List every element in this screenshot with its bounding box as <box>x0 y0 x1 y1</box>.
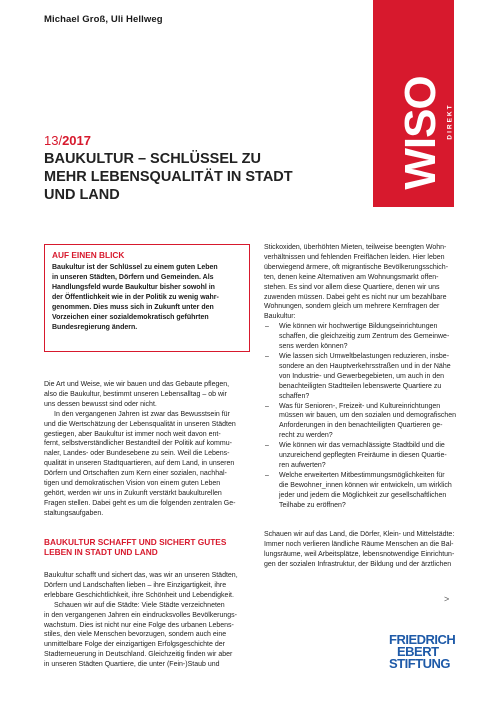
text-line: Die Art und Weise, wie wir bauen und das Gebaute pflegen, <box>44 381 230 388</box>
text-line: gehört, werden wir uns in Zukunft verstärkt baukulturellen <box>44 489 222 497</box>
title-line: UND LAND <box>44 187 120 203</box>
continue-arrow-icon: > <box>444 594 450 604</box>
summary-line: Baukultur ist der Schlüssel zu einem guten Leben <box>52 264 218 271</box>
text-line: verhältnissen und fehlenden Freiflächen leiden. Hier leben <box>264 253 445 261</box>
text-line: Stickoxiden, überhöhten Mieten, teilweise beengten Wohn- <box>264 244 447 251</box>
text-line: Wohnungen, sondern gleich um mehrere Kernfragen der <box>264 303 440 311</box>
text-line: gen der sozialen Infrastruktur, der Bildung und der ärztlichen <box>264 560 452 568</box>
text-line: jeder und jedem die Möglichkeit zur gesellschaftlichen <box>279 491 447 499</box>
text-line: lungsräume, weil Arbeitsplätze, lebensnotwendige Einrichtun- <box>264 550 455 558</box>
text-line: uns dessen bewusst sind oder nicht. <box>44 400 157 408</box>
logo-line: EBERT <box>397 644 439 659</box>
text-line: staltungsaufgaben. <box>44 509 104 517</box>
text-line: die Bewohner_innen können wir entwickeln, um wirklich <box>279 481 452 489</box>
text-line: also die Baukultur, bestimmt unseren Lebensalltag – ob wir <box>44 390 227 398</box>
text-line: In den vergangenen Jahren ist zwar das Bewusstsein für <box>54 410 230 418</box>
direkt-logo-text: DIREKT <box>446 103 454 140</box>
text-line: Schauen wir auf das Land, die Dörfer, Klein- und Mittelstädte: <box>264 531 455 538</box>
text-line: erlebbare Geschichtlichkeit, ihre Schönheit und Lebendigkeit. <box>44 591 234 599</box>
summary-line: genommen. Dies muss sich in Zukunft unter den <box>52 304 214 311</box>
list-item <box>264 441 478 471</box>
text-line: ren aufwerten? <box>279 461 326 469</box>
text-line: wachstum. Dies ist nicht nur eine Folge des urbanen Lebens- <box>44 621 234 629</box>
list-item <box>264 402 478 442</box>
text-line: Immer noch verlieren ländliche Räume Menschen an die Bal- <box>264 540 454 548</box>
text-line: fernt, selbstverständlicher Bestandteil der Politik auf kommu- <box>44 440 232 448</box>
text-line: benachteiligten Stadtteilen lebenswerte Quartiere zu <box>279 382 442 390</box>
text-line: sens werden können? <box>279 343 348 351</box>
wiso-logo-text: WISO <box>396 76 445 190</box>
right-column <box>264 243 478 510</box>
text-line: unmittelbare Folge der einzigartigen Erfolgsgeschichte der <box>44 641 225 649</box>
text-line: Dörfern und Ortschaften zum Kern einer sozialen, nachhal- <box>44 470 227 478</box>
logo-line: FRIEDRICH <box>389 632 456 647</box>
text-line: zuwenden müssen. Dabei geht es nicht nur um bezahlbare <box>264 293 447 301</box>
friedrich-ebert-stiftung-logo <box>389 634 455 670</box>
text-line: und die Wertschätzung der Lebensqualität in unseren Städten <box>44 420 236 428</box>
text-line: Anforderungen in den benachteiligten Quartieren ge- <box>279 422 443 430</box>
text-line: überwiegend ärmere, oft migrantische Bevölkerungsschich- <box>264 263 449 271</box>
list-item <box>264 471 478 511</box>
summary-line: in unseren Städten, Dörfern und Gemeinden. Als <box>52 274 214 281</box>
text-line: – Wie können wir hochwertige Bildungseinrichtungen <box>279 323 438 331</box>
text-line: in den vergangenen Jahren ein eindrucksvolles Bevölkerungs- <box>44 611 238 619</box>
text-line: von Industrie- und Gewerbegebieten, um auch in den <box>279 372 444 380</box>
text-line: Baukultur: <box>264 313 296 321</box>
text-line: müssen wir bauen, um den sozialen und demografischen <box>279 412 457 420</box>
wiso-direkt-logo <box>373 0 454 207</box>
summary-heading: AUF EINEN BLICK <box>52 250 125 260</box>
title-line: MEHR LEBENSQUALITÄT IN STADT <box>44 169 293 185</box>
intro-text <box>44 380 256 519</box>
summary-line: Handlungsfeld wurde Baukultur bisher sowohl in <box>52 284 215 291</box>
text-line: unzureichend gepflegten Freiräume in diesen Quartie- <box>279 452 447 460</box>
text-line: ten, denen keine Alternativen am Wohnungsmarkt offen- <box>264 273 439 281</box>
subheading-line: BAUKULTUR SCHAFFT UND SICHERT GUTES <box>44 537 227 547</box>
text-line: Baukultur schafft und sichert das, was wir an unseren Städten, <box>44 572 238 579</box>
text-line: naler, Landes- oder Bundesebene zu sein. Weil die Lebens- <box>44 450 230 458</box>
text-line: – Was für Senioren-, Freizeit- und Kultureinrichtungen <box>279 402 441 410</box>
text-line: Dörfern und Landschaften lieben – ihre Einzigartigkeit, ihre <box>44 581 227 589</box>
right-column-outro <box>264 530 480 570</box>
section-subheading <box>44 537 254 557</box>
issue-number <box>44 133 91 148</box>
text-line: in unseren Städten Quartiere, die unter (Fein-)Staub und <box>44 661 220 669</box>
text-line: gestiegen, aber Baukultur ist immer noch weit davon ent- <box>44 430 221 438</box>
list-item <box>264 352 478 402</box>
text-line: Fragen stellen. Dabei geht es um die folgenden zentralen Ge- <box>44 499 236 507</box>
authors: Michael Groß, Uli Hellweg <box>44 14 163 25</box>
text-line: – Welche erweiterten Mitbestimmungsmöglichkeiten für <box>279 471 445 479</box>
text-line: sondere an den Hauptverkehrsstraßen und in der Nähe <box>279 362 451 370</box>
summary-line: Bundesregierung ändern. <box>52 324 138 331</box>
issue-num: 13/ <box>44 133 63 148</box>
text-line: Stadterneuerung in Deutschland. Gleichzeitig finden wir aber <box>44 651 233 659</box>
question-list <box>264 322 478 510</box>
list-item <box>264 322 478 352</box>
summary-box <box>44 244 250 352</box>
summary-text <box>52 263 242 333</box>
text-line: qualität in unseren Stadtquartieren, auf dem Land, in unseren <box>44 460 235 468</box>
issue-year: 2017 <box>62 133 91 148</box>
text-line: schaffen? <box>279 392 310 400</box>
title-line: BAUKULTUR – SCHLÜSSEL ZU <box>44 151 261 167</box>
text-line: schaffen, die gleichzeitig zum Zentrum des Gemeinwe- <box>279 333 450 341</box>
text-line: Schauen wir auf die Städte: Viele Städte verzeichneten <box>54 601 225 609</box>
text-line: recht zu werden? <box>279 432 333 440</box>
text-line: stehen. Es sind vor allem diese Quartiere, denen wir uns <box>264 283 440 291</box>
subheading-line: LEBEN IN STADT UND LAND <box>44 547 158 557</box>
logo-line: STIFTUNG <box>389 656 450 671</box>
text-line: stiles, den viele Menschen bevorzugen, sondern auch eine <box>44 631 227 639</box>
text-line: – Wie können wir das vernachlässigte Stadtbild und die <box>279 442 445 450</box>
summary-line: der Öffentlichkeit wie in der Politik zu wenig wahr- <box>52 294 219 301</box>
summary-line: Vorzeichen einer sozialdemokratisch geführten <box>52 314 209 321</box>
text-line: – Wie lassen sich Umweltbelastungen reduzieren, insbe- <box>279 352 450 360</box>
text-line: Teilhabe zu eröffnen? <box>279 501 346 509</box>
text-line: tigen und demokratischen Vision von einem guten Leben <box>44 480 221 488</box>
section-text <box>44 571 256 670</box>
page-title <box>44 150 324 204</box>
